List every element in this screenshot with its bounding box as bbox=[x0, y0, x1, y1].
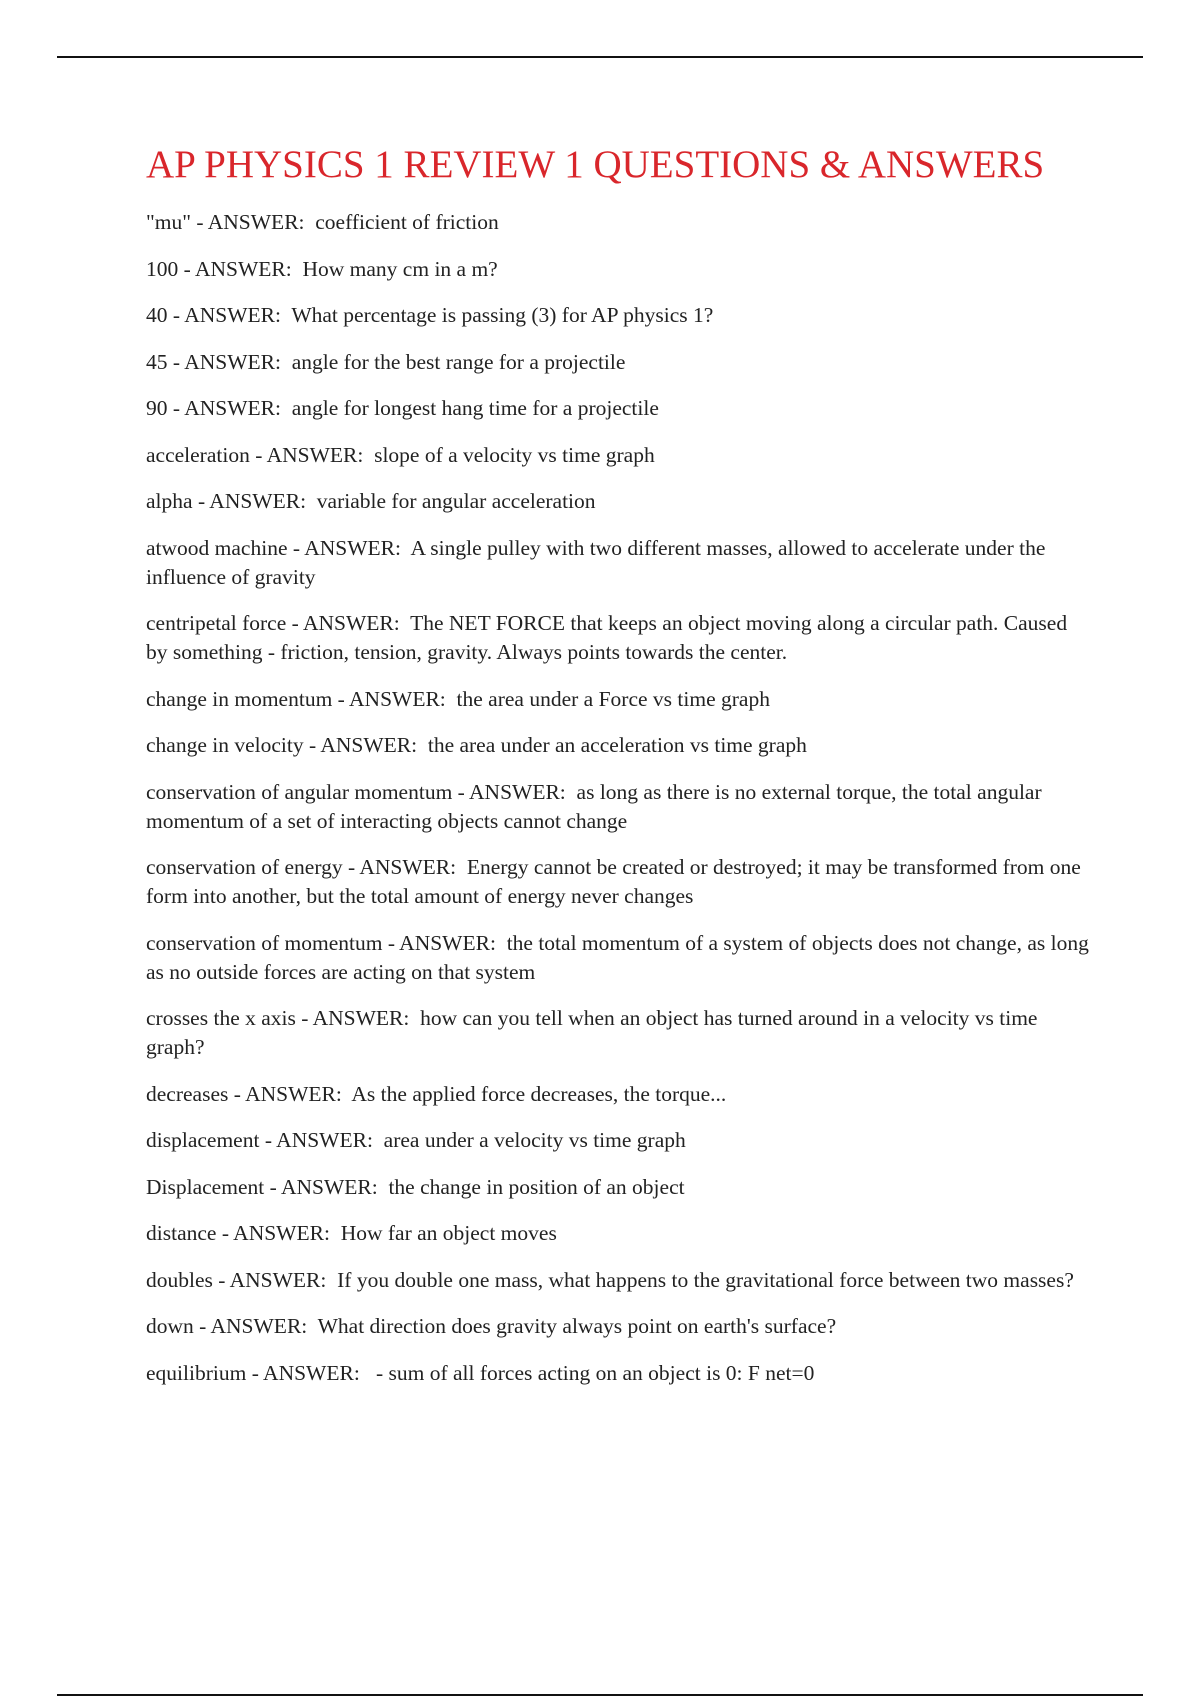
qa-item bbox=[146, 208, 1091, 237]
qa-item bbox=[146, 301, 1091, 330]
bottom-rule bbox=[57, 1694, 1143, 1696]
qa-answer: as long as there is no external torque, the total angular momentum of a set of interacting objects cannot change bbox=[146, 779, 1042, 833]
qa-separator: - ANSWER: bbox=[178, 256, 303, 281]
qa-list bbox=[146, 208, 1091, 1388]
qa-separator: - ANSWER: bbox=[167, 396, 292, 420]
qa-term: down bbox=[146, 1314, 194, 1338]
qa-term: centripetal force bbox=[146, 611, 287, 635]
qa-answer: variable for angular acceleration bbox=[316, 489, 596, 513]
qa-term: displacement bbox=[146, 1128, 260, 1152]
document-page bbox=[146, 140, 1091, 1405]
qa-term: decreases bbox=[146, 1081, 229, 1106]
qa-answer: area under a velocity vs time graph bbox=[383, 1128, 686, 1152]
qa-item bbox=[146, 853, 1091, 911]
qa-answer: The NET FORCE that keeps an object moving along a circular path. Caused by something - friction, tension, gravity. Always points towards the center. bbox=[146, 611, 1068, 664]
qa-separator: - ANSWER: bbox=[259, 1128, 384, 1152]
qa-answer: the area under an acceleration vs time graph bbox=[427, 733, 807, 757]
qa-answer: What percentage is passing (3) for AP physics 1? bbox=[291, 303, 714, 327]
qa-term: 100 bbox=[146, 256, 179, 281]
qa-item bbox=[146, 1266, 1091, 1295]
qa-term: 40 bbox=[146, 303, 168, 327]
qa-separator: - ANSWER: bbox=[193, 1314, 318, 1338]
qa-item bbox=[146, 1359, 1091, 1388]
qa-separator: - ANSWER: bbox=[286, 611, 411, 635]
qa-answer: the change in position of an object bbox=[388, 1174, 685, 1199]
qa-answer: How far an object moves bbox=[340, 1221, 557, 1245]
qa-term: alpha bbox=[146, 489, 193, 513]
qa-term: distance bbox=[146, 1221, 217, 1245]
qa-term: doubles bbox=[146, 1267, 213, 1292]
qa-separator: - ANSWER: bbox=[167, 303, 292, 327]
qa-item bbox=[146, 685, 1091, 714]
qa-separator: - ANSWER: bbox=[342, 855, 467, 879]
qa-separator: - ANSWER: bbox=[212, 1267, 338, 1292]
qa-answer: - sum of all forces acting on an object is 0: F net=0 bbox=[370, 1360, 815, 1385]
qa-answer: coefficient of friction bbox=[315, 210, 499, 234]
qa-item bbox=[146, 1219, 1091, 1248]
qa-separator: - ANSWER: bbox=[295, 1006, 421, 1030]
qa-term: conservation of momentum bbox=[146, 930, 383, 955]
qa-answer: What direction does gravity always point on earth's surface? bbox=[317, 1314, 837, 1338]
qa-answer: the area under a Force vs time graph bbox=[456, 686, 770, 711]
qa-answer: How many cm in a m? bbox=[302, 256, 498, 281]
qa-separator: - ANSWER: bbox=[287, 535, 411, 560]
qa-separator: - ANSWER: bbox=[332, 686, 457, 711]
qa-item bbox=[146, 1173, 1091, 1202]
qa-item bbox=[146, 929, 1091, 987]
qa-answer: As the applied force decreases, the torque... bbox=[351, 1081, 727, 1106]
qa-item bbox=[146, 487, 1091, 516]
qa-item bbox=[146, 534, 1091, 592]
qa-answer: If you double one mass, what happens to the gravitational force between two masses? bbox=[337, 1267, 1074, 1292]
qa-term: Displacement bbox=[146, 1174, 265, 1199]
qa-term: 90 bbox=[146, 396, 168, 420]
qa-answer: how can you tell when an object has turned around in a velocity vs time graph? bbox=[146, 1006, 1038, 1059]
qa-item bbox=[146, 778, 1091, 836]
document-title: AP PHYSICS 1 REVIEW 1 QUESTIONS & ANSWERS bbox=[146, 143, 1045, 186]
qa-term: change in momentum bbox=[146, 686, 333, 711]
qa-term: "mu" bbox=[146, 210, 192, 234]
qa-answer: slope of a velocity vs time graph bbox=[374, 442, 655, 467]
qa-term: 45 bbox=[146, 349, 168, 374]
qa-term: acceleration bbox=[146, 442, 250, 467]
qa-item bbox=[146, 731, 1091, 760]
qa-term: conservation of angular momentum bbox=[146, 779, 453, 804]
qa-separator: - ANSWER: bbox=[167, 349, 292, 374]
qa-separator: - ANSWER: bbox=[216, 1221, 341, 1245]
qa-separator: - ANSWER: bbox=[303, 733, 428, 757]
qa-separator: - ANSWER: bbox=[191, 210, 316, 234]
qa-item bbox=[146, 441, 1091, 470]
qa-separator: - ANSWER: bbox=[246, 1360, 371, 1385]
qa-term: atwood machine bbox=[146, 535, 288, 560]
qa-term: conservation of energy bbox=[146, 855, 343, 879]
qa-separator: - ANSWER: bbox=[192, 489, 317, 513]
qa-item bbox=[146, 1004, 1091, 1062]
qa-term: equilibrium bbox=[146, 1360, 247, 1385]
qa-term: crosses the x axis bbox=[146, 1006, 296, 1030]
qa-item bbox=[146, 348, 1091, 377]
qa-item bbox=[146, 1126, 1091, 1155]
qa-term: change in velocity bbox=[146, 733, 304, 757]
qa-separator: - ANSWER: bbox=[382, 930, 507, 955]
qa-answer: Energy cannot be created or destroyed; it may be transformed from one form into another, but the total amount of energy never changes bbox=[146, 855, 1081, 908]
qa-answer: angle for longest hang time for a projectile bbox=[291, 396, 659, 420]
top-rule bbox=[57, 56, 1143, 58]
qa-separator: - ANSWER: bbox=[264, 1174, 389, 1199]
qa-item bbox=[146, 1312, 1091, 1341]
qa-answer: angle for the best range for a projectile bbox=[291, 349, 626, 374]
qa-answer: A single pulley with two different masses, allowed to accelerate under the influence of gravity bbox=[146, 535, 1046, 589]
qa-separator: - ANSWER: bbox=[249, 442, 375, 467]
qa-answer: the total momentum of a system of objects does not change, as long as no outside forces are acting on that system bbox=[146, 930, 1089, 984]
qa-item bbox=[146, 394, 1091, 423]
qa-separator: - ANSWER: bbox=[452, 779, 577, 804]
qa-item bbox=[146, 1080, 1091, 1109]
qa-item bbox=[146, 255, 1091, 284]
qa-separator: - ANSWER: bbox=[228, 1081, 352, 1106]
qa-item bbox=[146, 609, 1091, 667]
